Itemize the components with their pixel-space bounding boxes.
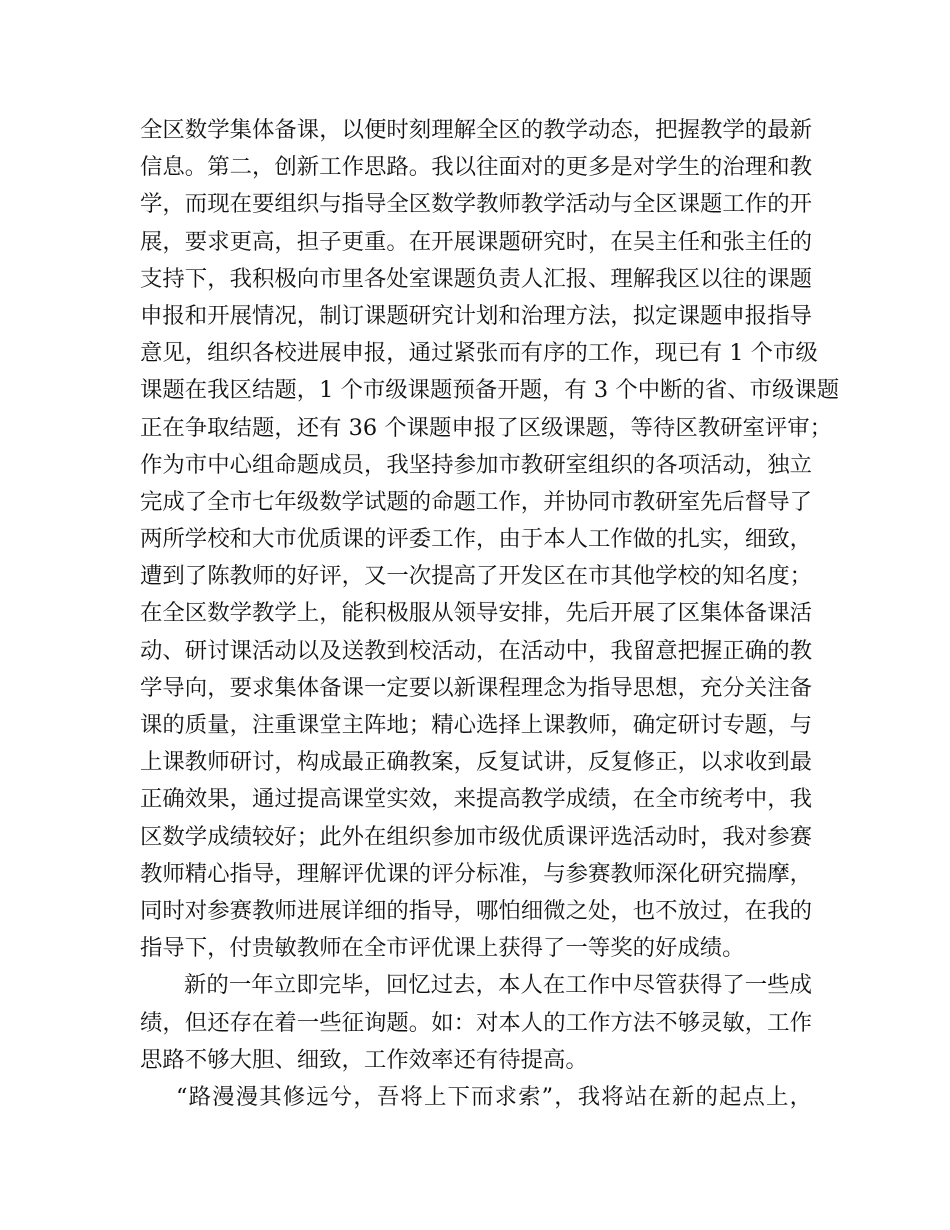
text-line: 作为市中心组命题成员，我坚持参加市教研室组织的各项活动，独立 [140, 451, 812, 478]
text-line: 动、研讨课活动以及送教到校活动，在活动中，我留意把握正确的教 [140, 637, 812, 664]
text-line: 支持下，我积极向市里各处室课题负责人汇报、理解我区以往的课题 [140, 265, 812, 292]
text-line: 上课教师研讨，构成最正确教案，反复试讲，反复修正，以求收到最 [140, 749, 812, 776]
text-line: 展，要求更高，担子更重。在开展课题研究时，在吴主任和张主任的 [140, 228, 812, 255]
text-line: 绩，但还存在着一些征询题。如：对本人的工作方法不够灵敏，工作 [140, 1009, 812, 1036]
text-line: 遭到了陈教师的好评，又一次提高了开发区在市其他学校的知名度； [140, 563, 812, 590]
text-line: 学，而现在要组织与指导全区数学教师教学活动与全区课题工作的开 [140, 191, 812, 218]
text-line: 完成了全市七年级数学试题的命题工作，并协同市教研室先后督导了 [140, 488, 812, 515]
text-line: 申报和开展情况，制订课题研究计划和治理方法，拟定课题申报指导 [140, 302, 812, 329]
text-line: 教师精心指导，理解评优课的评分标准，与参赛教师深化研究揣摩， [140, 860, 812, 887]
text-line: 意见，组织各校进展申报，通过紧张而有序的工作，现已有 1 个市级 [140, 340, 818, 367]
text-line: 指导下，付贵敏教师在全市评优课上获得了一等奖的好成绩。 [140, 935, 745, 962]
text-line: 课题在我区结题，1 个市级课题预备开题，有 3 个中断的省、市级课题 [140, 377, 840, 404]
text-line: 区数学成绩较好；此外在组织参加市级优质课评选活动时，我对参赛 [140, 823, 812, 850]
text-line: 课的质量，注重课堂主阵地；精心选择上课教师，确定研讨专题，与 [140, 712, 812, 738]
text-line: 思路不够大胆、细致，工作效率还有待提高。 [140, 1046, 588, 1073]
text-line: 正确效果，通过提高课堂实效，来提高教学成绩，在全市统考中，我 [140, 786, 812, 813]
text-line: 信息。第二，创新工作思路。我以往面对的更多是对学生的治理和教 [140, 154, 812, 181]
text-line: 同时对参赛教师进展详细的指导，哪怕细微之处，也不放过，在我的 [140, 897, 812, 924]
text-line: 学导向，要求集体备课一定要以新课程理念为指导思想，充分关注备 [140, 674, 812, 701]
text-line: 在全区数学教学上，能积极服从领导安排，先后开展了区集体备课活 [140, 600, 812, 627]
text-line: 正在争取结题，还有 36 个课题申报了区级课题，等待区教研室评审； [140, 414, 833, 441]
body-text [140, 112, 840, 1116]
text-line: 新的一年立即完毕，回忆过去，本人在工作中尽管获得了一些成 [184, 972, 812, 999]
text-line: 两所学校和大市优质课的评委工作，由于本人工作做的扎实，细致， [140, 526, 812, 553]
text-line: “路漫漫其修远兮，吾将上下而求索”，我将站在新的起点上， [176, 1083, 812, 1110]
text-line: 全区数学集体备课，以便时刻理解全区的教学动态，把握教学的最新 [140, 117, 812, 143]
